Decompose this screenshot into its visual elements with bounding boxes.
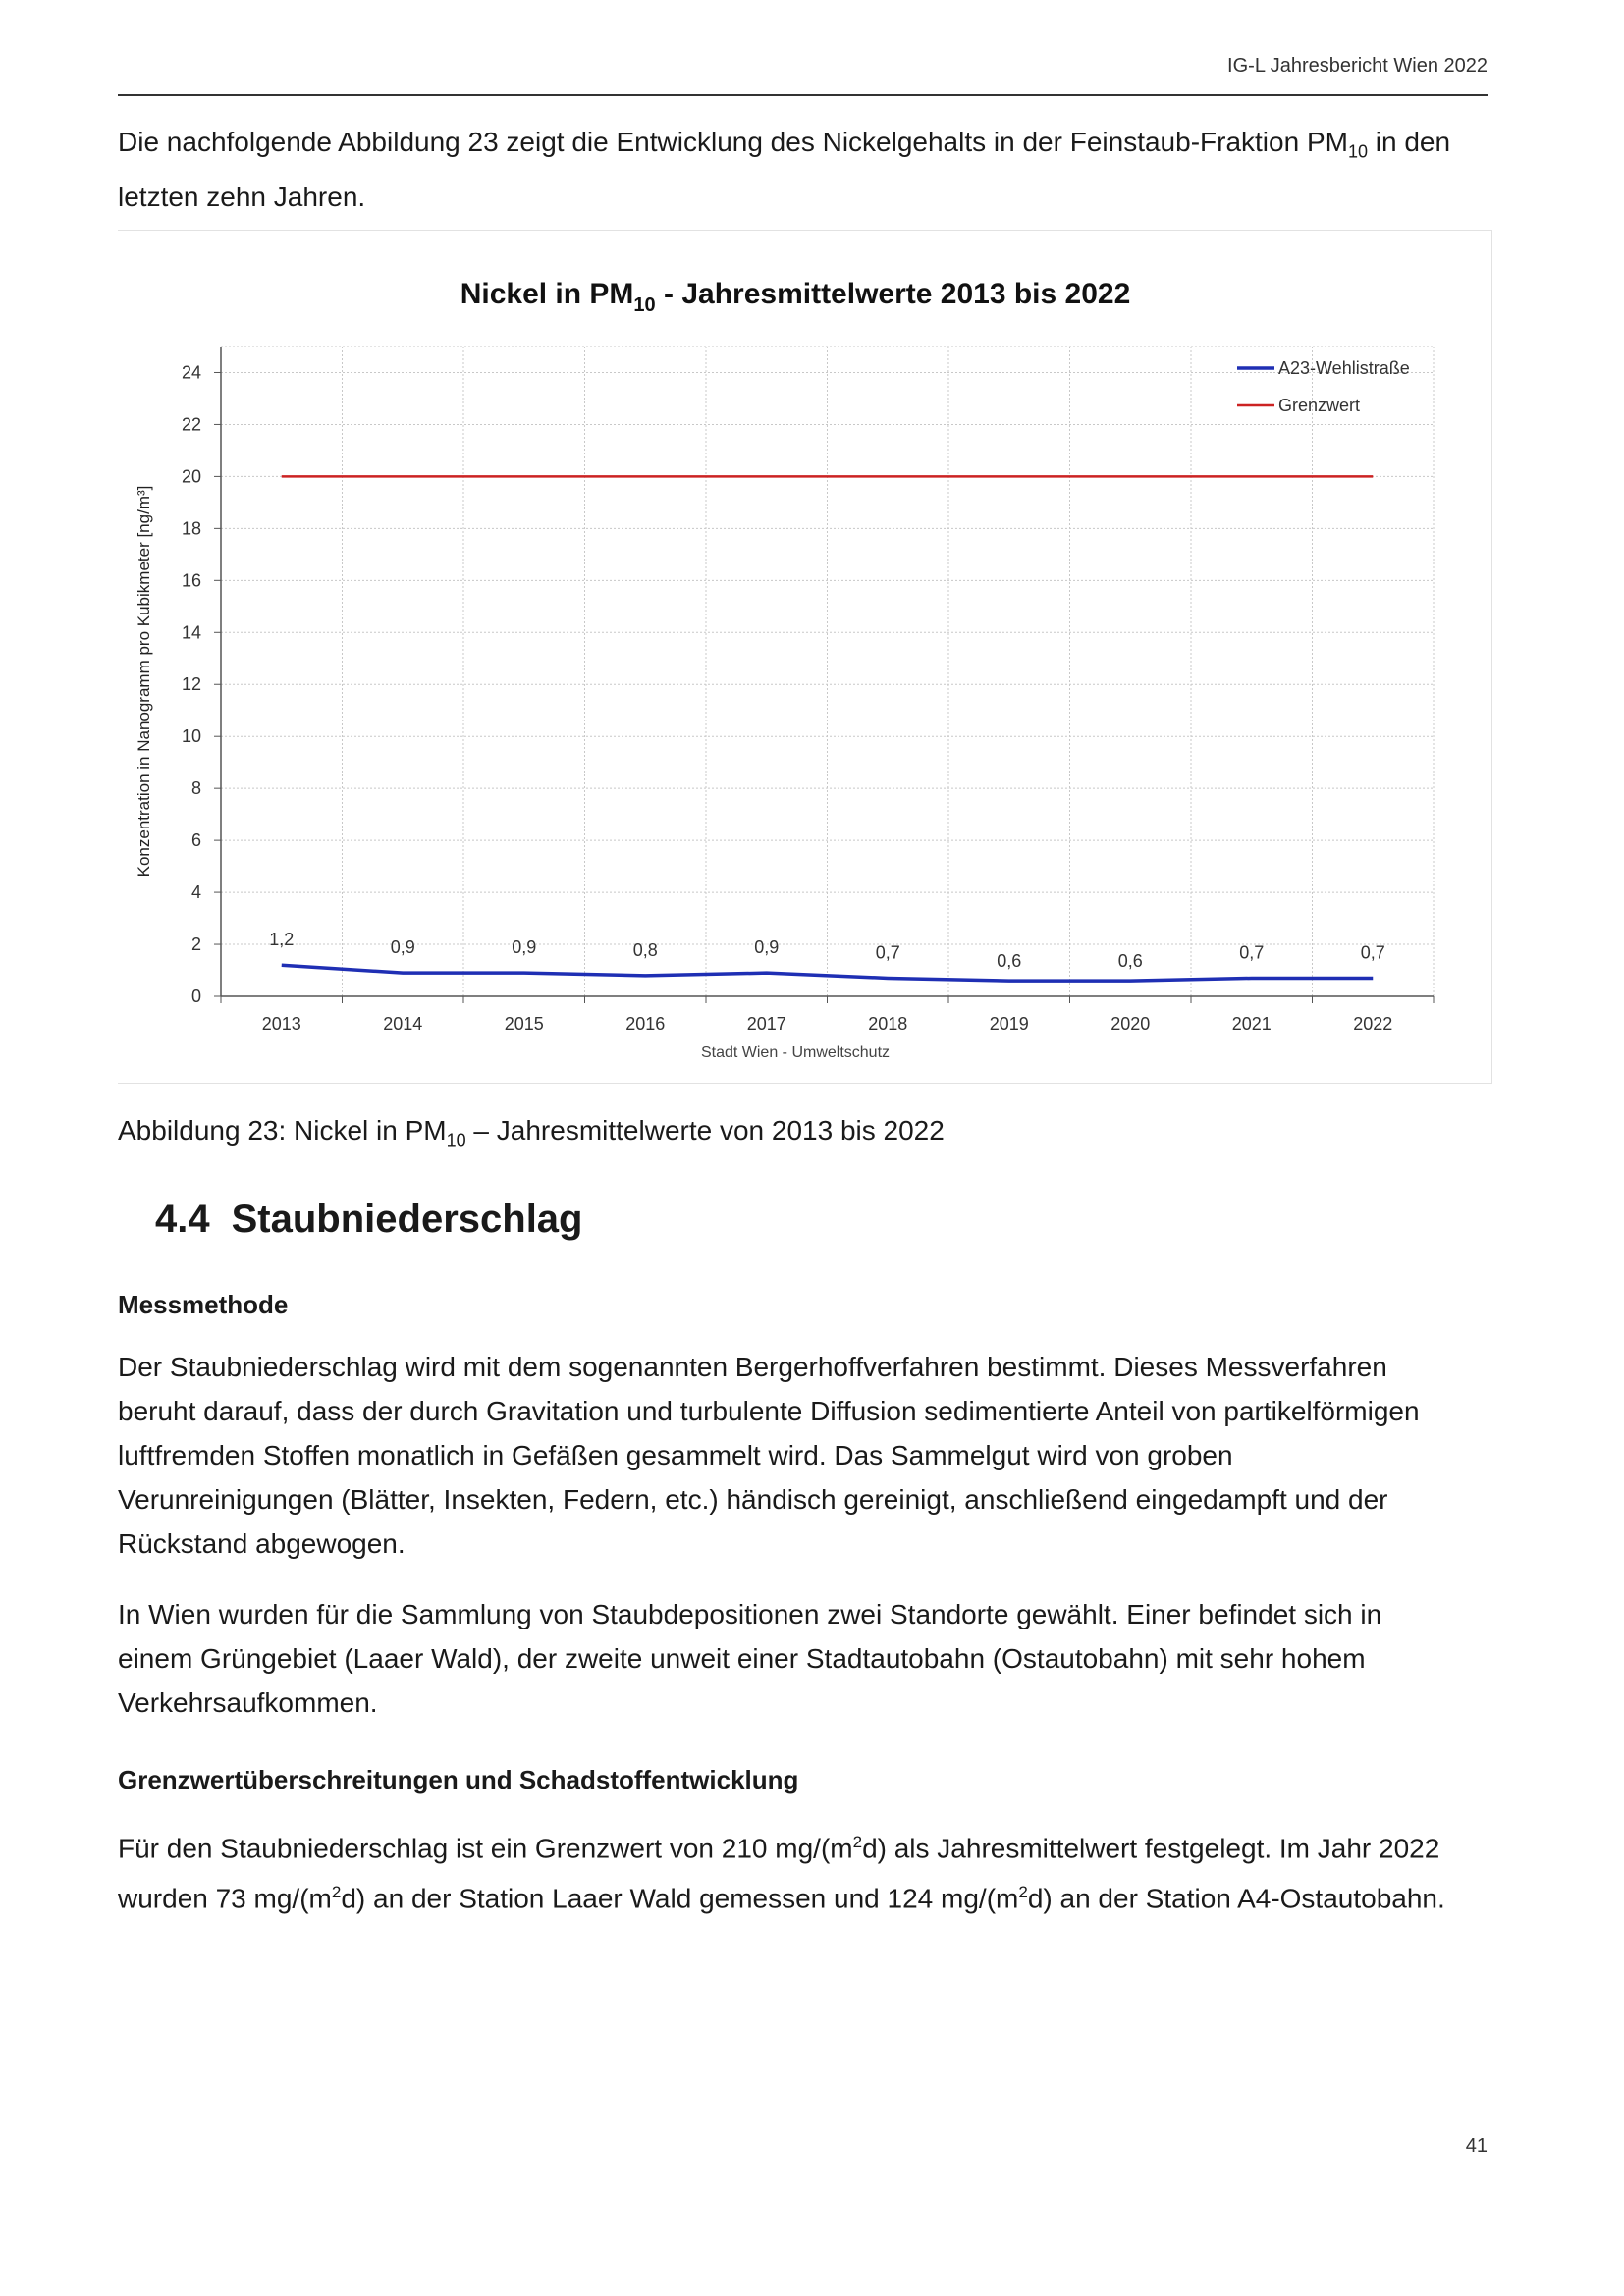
- messmethode-heading: Messmethode: [118, 1290, 289, 1319]
- chart-frame: [118, 230, 1492, 1084]
- figure-caption: [118, 1115, 945, 1151]
- grenzwert-sup-3: 2: [1018, 1883, 1028, 1902]
- grenzwert-sup-2: 2: [331, 1883, 342, 1902]
- data-label: 0,6: [1117, 951, 1143, 972]
- x-tick-label: 2014: [383, 1014, 423, 1034]
- nickel-chart: [118, 231, 1492, 1085]
- y-tick-label: 12: [181, 674, 201, 695]
- data-label: 0,7: [1360, 942, 1385, 963]
- caption-text-before: Abbildung 23: Nickel in PM: [118, 1115, 447, 1146]
- y-tick-label: 20: [181, 466, 201, 487]
- caption-subscript: 10: [446, 1130, 466, 1150]
- data-label: 0,8: [632, 939, 658, 960]
- intro-text-after: in den letzten zehn Jahren.: [118, 127, 1451, 212]
- y-tick-label: 6: [190, 830, 201, 851]
- y-axis-label: Konzentration in Nanogramm pro Kubikmeter [ng/m³]: [135, 485, 153, 878]
- data-label: 1,2: [269, 930, 295, 950]
- x-tick-label: 2020: [1110, 1014, 1151, 1034]
- y-tick-label: 22: [181, 414, 201, 435]
- caption-text-after: – Jahresmittelwerte von 2013 bis 2022: [465, 1115, 945, 1146]
- data-label: 0,7: [1239, 942, 1265, 963]
- section-number: 4.4: [155, 1198, 210, 1241]
- intro-text-before: Die nachfolgende Abbildung 23 zeigt die Entwicklung des Nickelgehalts in der Feinstaub-Fraktion PM: [118, 127, 1348, 157]
- section-title: Staubniederschlag: [231, 1198, 583, 1241]
- intro-subscript: 10: [1347, 141, 1368, 162]
- grenzwert-sup-1: 2: [852, 1833, 863, 1851]
- x-tick-label: 2022: [1353, 1014, 1393, 1034]
- section-heading: [155, 1198, 582, 1242]
- chart-title: Nickel in $PM_{10}$ - Jahresmittelwerte 2013 bis 2022: [460, 278, 1131, 316]
- page-number: 41: [1465, 2135, 1488, 2157]
- y-tick-label: 4: [190, 882, 201, 903]
- data-label: 0,9: [390, 937, 415, 958]
- x-axis-label: Stadt Wien - Umweltschutz: [700, 1044, 891, 1061]
- y-tick-label: 14: [181, 622, 201, 643]
- legend-label: A23-Wehlistraße: [1278, 358, 1410, 378]
- data-label: 0,6: [997, 951, 1022, 972]
- x-tick-label: 2015: [504, 1014, 544, 1034]
- grenzwert-paragraph: [118, 1820, 1453, 1921]
- y-tick-label: 2: [190, 934, 201, 955]
- intro-paragraph: [118, 120, 1492, 219]
- x-tick-label: 2016: [625, 1014, 666, 1034]
- grenzwert-text-1: Für den Staubniederschlag ist ein Grenzwert von 210 mg/(m: [118, 1833, 853, 1864]
- messmethode-paragraph-2: In Wien wurden für die Sammlung von Staubdepositionen zwei Standorte gewählt. Einer befindet sich in einem Grüngebiet (Laaer Wald), der zweite unweit einer Stadtautobahn (Ostautobahn) mit sehr hohem Verkehrsaufkommen.: [118, 1599, 1382, 1718]
- y-tick-label: 16: [181, 570, 201, 591]
- data-label: 0,9: [512, 937, 537, 958]
- header-rule: [118, 94, 1488, 96]
- x-tick-label: 2017: [746, 1014, 786, 1034]
- x-tick-label: 2019: [989, 1014, 1029, 1034]
- header-title: IG-L Jahresbericht Wien 2022: [1227, 55, 1488, 77]
- y-tick-label: 10: [181, 726, 201, 747]
- y-tick-label: 18: [181, 518, 201, 539]
- grenzwert-text-3: d) an der Station Laaer Wald gemessen und 124 mg/(m: [341, 1883, 1019, 1914]
- data-label: 0,7: [875, 942, 900, 963]
- y-tick-label: 8: [190, 778, 201, 799]
- legend-label: Grenzwert: [1278, 396, 1361, 415]
- grenzwert-text-2: d) als Jahresmittelwert festgelegt. Im Jahr 2022 wurden 73 mg/(m: [118, 1833, 1440, 1914]
- x-tick-label: 2021: [1231, 1014, 1272, 1034]
- data-label: 0,9: [754, 937, 780, 958]
- messmethode-paragraph-1: Der Staubniederschlag wird mit dem sogenannten Bergerhoffverfahren bestimmt. Dieses Messverfahren beruht darauf, dass der durch Gravitation und turbulente Diffusion sedimentierte Anteil von partikelförmigen luftfremden Stoffen monatlich in Gefäßen gesammelt wird. Das Sammelgut wird von groben Verunreinigungen (Blätter, Insekten, Federn, etc.) händisch gereinigt, anschließend eingedampft und der Rückstand abgewogen.: [118, 1352, 1420, 1559]
- grenzwert-heading: Grenzwertüberschreitungen und Schadstoffentwicklung: [118, 1765, 799, 1794]
- x-tick-label: 2013: [261, 1014, 301, 1034]
- y-tick-label: 24: [181, 362, 201, 383]
- y-tick-label: 0: [190, 987, 201, 1006]
- x-tick-label: 2018: [868, 1014, 908, 1034]
- grenzwert-text-4: d) an der Station A4-Ostautobahn.: [1027, 1883, 1445, 1914]
